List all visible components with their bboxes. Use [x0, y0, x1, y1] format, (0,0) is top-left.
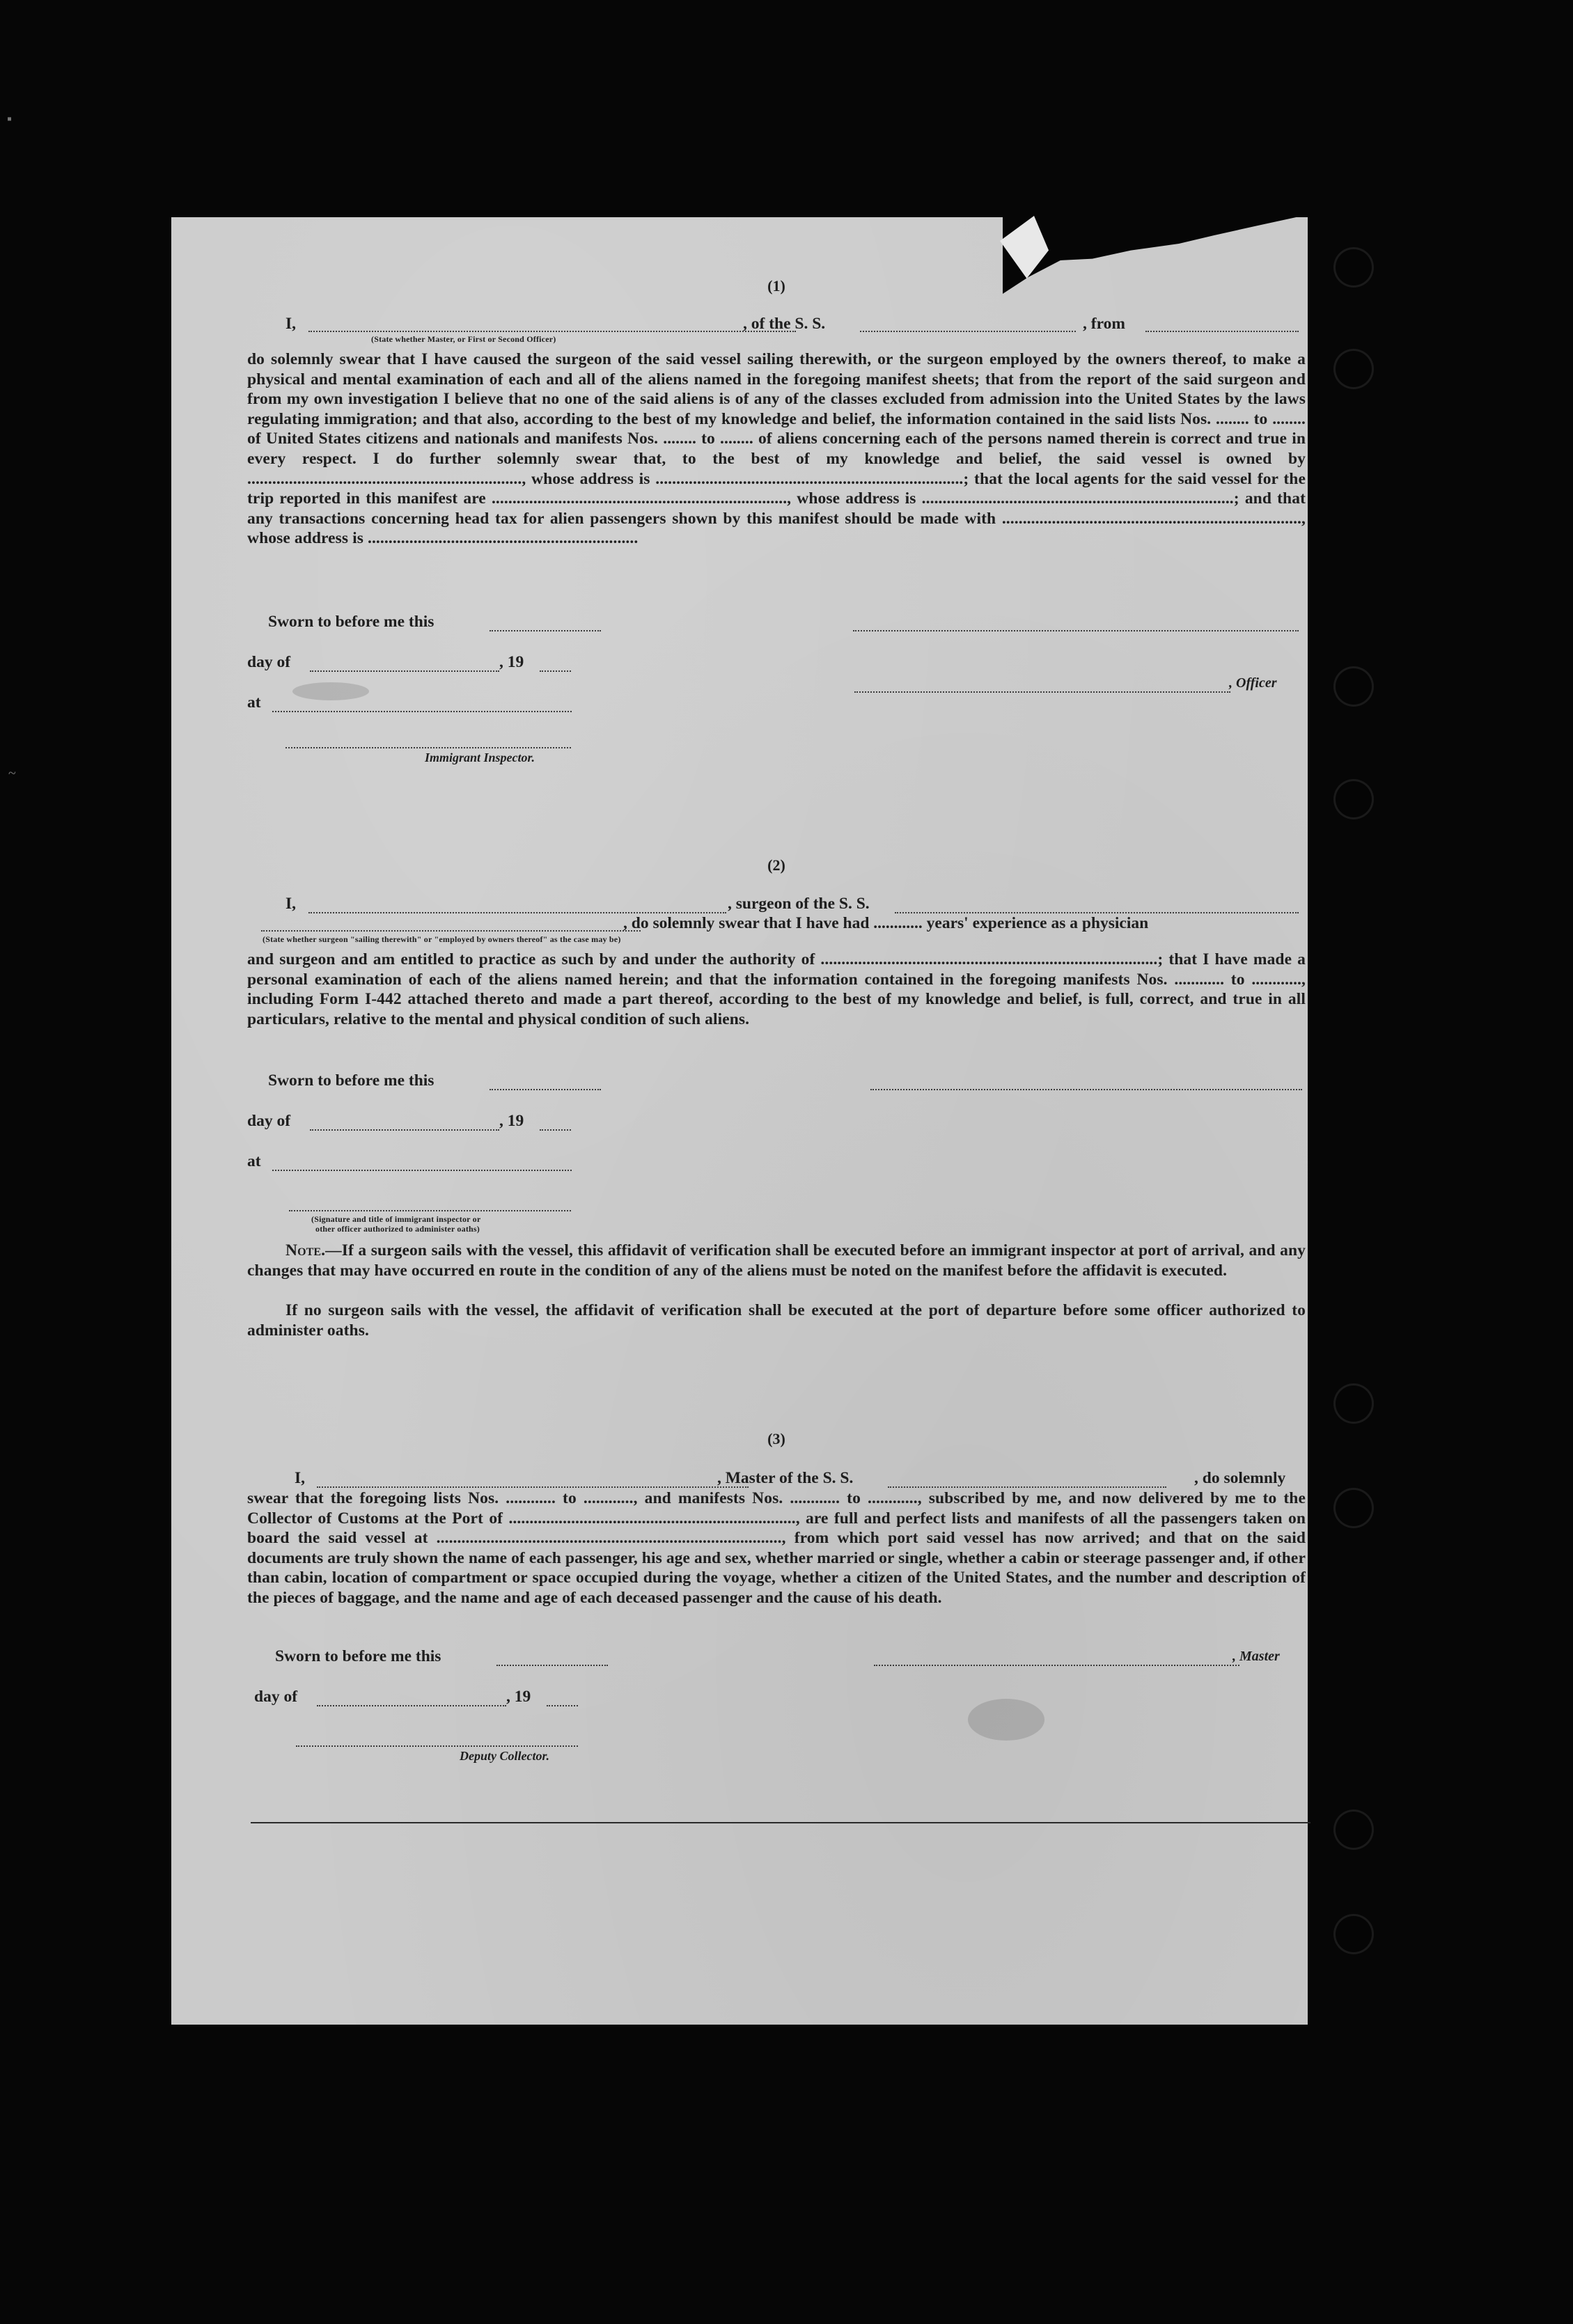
surgeon-status-caption: (State whether surgeon "sailing therewith" or "employed by owners thereof" as the case may be): [263, 934, 621, 944]
section-number: (2): [767, 856, 785, 874]
blank-sworn-date: [490, 629, 601, 631]
verification-note-2: If no surgeon sails with the vessel, the affidavit of verification shall be executed at the port of departure before some officer authorized to administer oaths.: [247, 1301, 1306, 1340]
signature-caption-line-2: other officer authorized to administer oaths): [315, 1224, 480, 1234]
blank-year: [547, 1704, 578, 1706]
from-label: , from: [1083, 315, 1125, 333]
blank-at-place: [272, 1169, 572, 1171]
year-label: , 19: [499, 1112, 524, 1130]
binder-hole: [1336, 1490, 1372, 1526]
scan-speck: ~: [8, 766, 16, 781]
day-of-label: day of: [247, 1112, 291, 1130]
blank-sworn-date: [496, 1664, 608, 1666]
blank-vessel-name: [888, 1486, 1166, 1488]
blank-at-place: [272, 710, 572, 712]
solemnly-label: , do solemnly: [1194, 1469, 1286, 1487]
affidavit-section-3: [247, 1426, 1306, 1816]
blank-surgeon-signature: [870, 1088, 1302, 1090]
day-of-label: day of: [254, 1688, 298, 1706]
blank-collector-signature: [296, 1745, 578, 1747]
at-label: at: [247, 693, 261, 712]
blank-from-port: [1145, 330, 1299, 332]
surgeon-oath-body: and surgeon and am entitled to practice as such by and under the authority of .................................................................................; that I have made a personal examination of each of the aliens named herein; and that the information contained in the foregoing manifests Nos. ............ to ............, including Form I-442 attached thereto and made a part thereof, according to the best of my knowledge and belief, is full, correct, and true in all particulars, relative to the mental and physical condition of such aliens.: [247, 950, 1306, 1028]
blank-master-name: [317, 1486, 749, 1488]
blank-inspector-signature: [285, 746, 571, 748]
blank-inspector-signature: [289, 1209, 571, 1211]
master-oath-body: swear that the foregoing lists Nos. ............ to ............, and manifests Nos. ............ to ............, subscribed by me, and now delivered by me to the Collector of Customs at the Port of ....................................................................., are full and perfect lists and manifests of all the passengers taken on board the said vessel at ..................................................................................., from which port said vessel has now arrived; and that on the said documents are truly shown the name of each passenger, his age and sex, whether married or single, whether a cabin or steerage passenger and, if other than cabin, location of compartment or space occupied during the voyage, whether a citizen of the United States, and the number and description of the pieces of baggage, and the name and age of each deceased passenger and the cause of his death.: [247, 1489, 1306, 1607]
binder-hole: [1336, 351, 1372, 387]
footer-rule: [251, 1822, 1310, 1823]
binder-hole: [1336, 781, 1372, 817]
officer-label: , Officer: [1229, 675, 1277, 691]
day-of-label: day of: [247, 653, 291, 671]
binder-hole: [1336, 1812, 1372, 1848]
oath-body: do solemnly swear that I have caused the surgeon of the said vessel sailing therewith, or the surgeon employed by the owners thereof, to make a physical and mental examination of each and all of the aliens named in the foregoing manifest sheets; that from the report of the said surgeon and from my own investigation I believe that no one of the said aliens is of any of the classes excluded from admission into the United States by the laws regulating immigration; and that also, according to the best of my knowledge and belief, the information contained in the said lists Nos. ........ to ........ of United States citizens and nationals and manifests Nos. ........ to ........ of aliens concerning each of the persons named therein is correct and true in every respect. I do further solemnly swear that, to the best of my knowledge and belief, the said vessel is owned by .................................................................., whose address is ..........................................................................; that the local agents for the said vessel for the trip reported in this manifest are ......................................................................., whose address is ...........................................................................; and that any transactions concerning head tax for alien passengers shown by this manifest should be made with ........................................................................, whose address is .................................................................: [247, 350, 1306, 548]
blank-vessel-name: [895, 911, 1299, 913]
experience-line: , do solemnly swear that I have had ............ years' experience as a physician: [623, 914, 1149, 932]
blank-sworn-date: [490, 1088, 601, 1090]
at-label: at: [247, 1152, 261, 1170]
surgeon-vessel-label: , surgeon of the S. S.: [728, 895, 870, 913]
affidavit-section-2: [247, 853, 1306, 1354]
binder-hole: [1336, 1916, 1372, 1952]
master-label: , Master: [1232, 1649, 1280, 1664]
sworn-label: Sworn to before me this: [268, 613, 435, 631]
vessel-label: , of the S. S.: [743, 315, 826, 333]
year-label: , 19: [506, 1688, 531, 1706]
signature-caption-line-1: (Signature and title of immigrant inspector or: [311, 1214, 481, 1224]
sworn-label: Sworn to before me this: [268, 1071, 435, 1090]
blank-officer-signature: [853, 629, 1299, 631]
blank-vessel-name: [860, 330, 1076, 332]
blank-surgeon-name: [308, 911, 726, 913]
sworn-label: Sworn to before me this: [275, 1647, 441, 1665]
blank-day-month: [310, 1129, 499, 1131]
blank-officer-title: [854, 691, 1230, 693]
inspector-label: Immigrant Inspector.: [425, 751, 535, 764]
oath-intro: I,: [295, 1469, 306, 1487]
binder-hole: [1336, 249, 1372, 285]
blank-day-month: [310, 670, 499, 672]
oath-intro: I,: [285, 895, 297, 913]
note-text: —If a surgeon sails with the vessel, this affidavit of verification shall be executed before an immigrant inspector at port of arrival, and any changes that may have occurred en route in the condition of any of the aliens must be noted on the manifest before the affidavit is executed.: [247, 1241, 1306, 1280]
blank-master-signature: [874, 1664, 1239, 1666]
blank-day-month: [317, 1704, 506, 1706]
blank-year: [540, 1129, 571, 1131]
note-label: Note.: [285, 1241, 326, 1259]
collector-label: Deputy Collector.: [460, 1749, 549, 1763]
scan-speck: ▪: [7, 111, 13, 127]
verification-note: [247, 1241, 1306, 1280]
blank-officer-name: [308, 330, 796, 332]
section-number: (3): [767, 1430, 785, 1447]
affidavit-section-1: [247, 273, 1306, 774]
officer-rank-caption: (State whether Master, or First or Second Officer): [371, 334, 556, 344]
blank-surgeon-status: [261, 929, 641, 932]
section-number: (1): [767, 277, 785, 295]
oath-intro: I,: [285, 315, 297, 333]
year-label: , 19: [499, 653, 524, 671]
binder-hole: [1336, 668, 1372, 705]
blank-year: [540, 670, 571, 672]
master-vessel-label: , Master of the S. S.: [717, 1469, 854, 1487]
binder-hole: [1336, 1385, 1372, 1422]
